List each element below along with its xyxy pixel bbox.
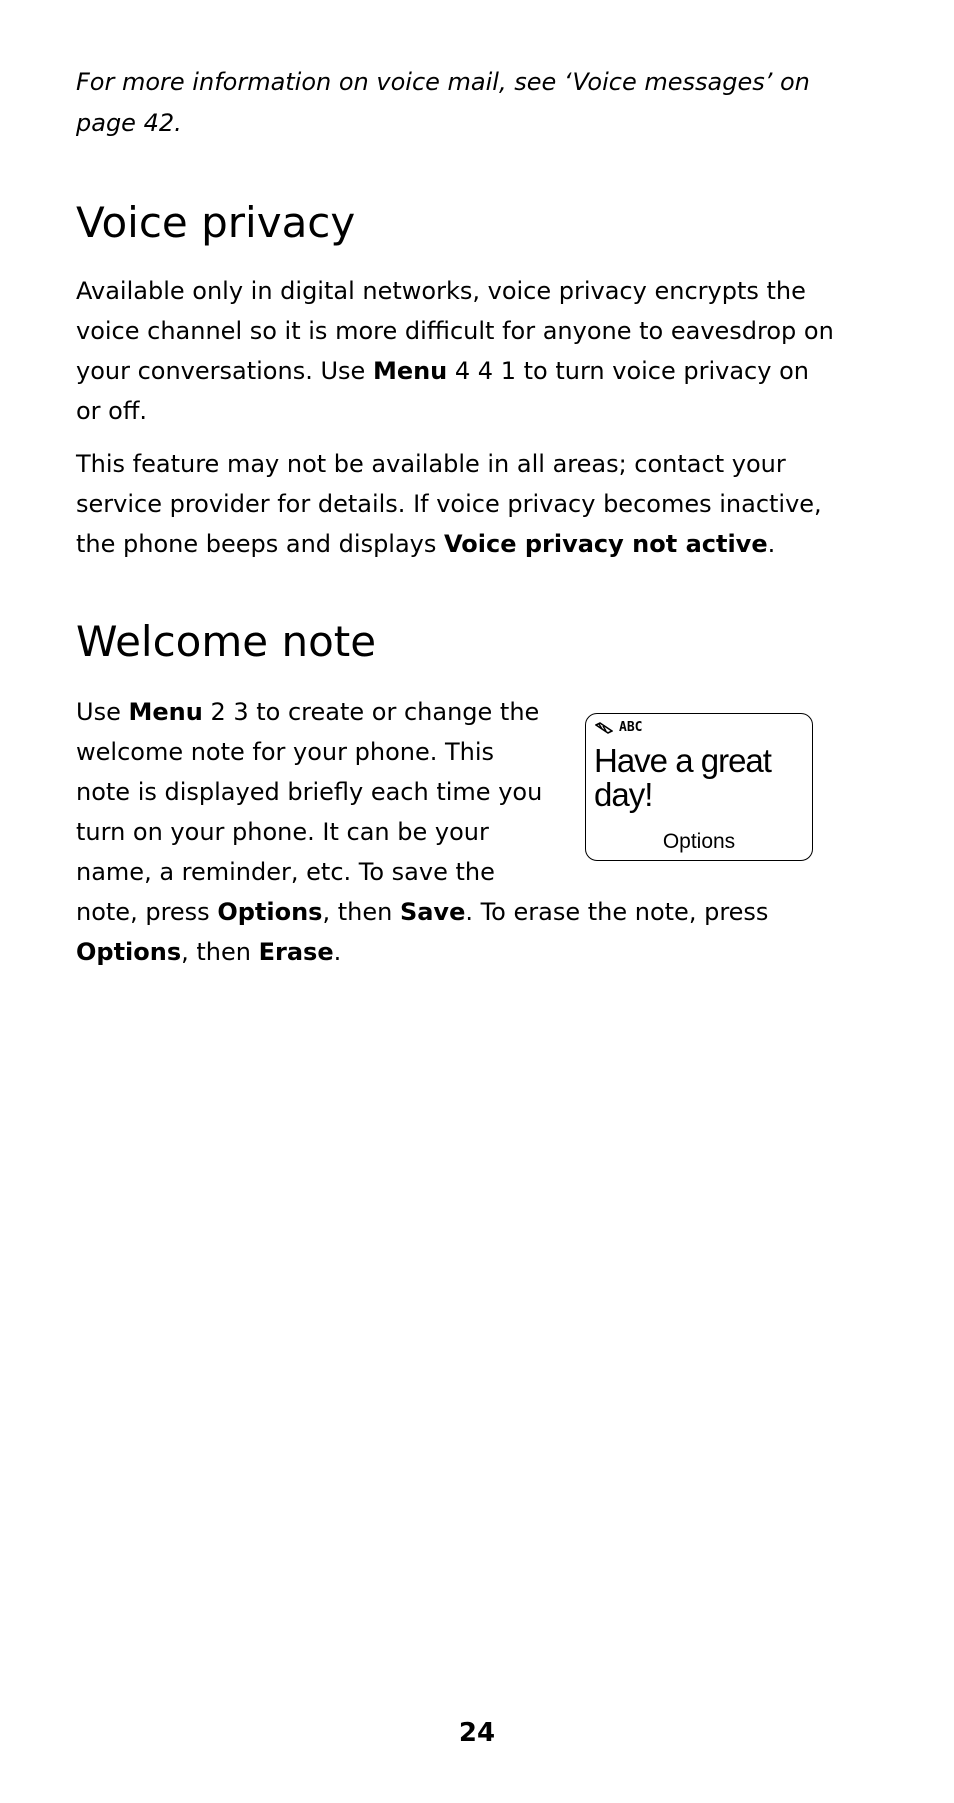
welcome-line-1: Use Menu 2 3 to create or change the xyxy=(76,698,540,726)
voice-privacy-heading: Voice privacy xyxy=(76,198,356,247)
welcome-note-text: Have a great day! xyxy=(594,742,771,813)
welcome-line-6: note, press Options, then Save. To erase the note, press xyxy=(76,898,769,926)
welcome-note-heading: Welcome note xyxy=(76,617,377,666)
welcome-line-7: Options, then Erase. xyxy=(76,938,342,966)
voice-privacy-paragraph-1: Available only in digital networks, voice privacy encrypts the voice channel so it is more difficult for anyone to eavesdrop on your conversations. Use Menu 4 4 1 to turn voice privacy on or off. xyxy=(76,277,834,425)
pencil-icon xyxy=(595,722,613,734)
voice-privacy-paragraph-2: This feature may not be available in all areas; contact your service provider for details. If voice privacy becomes inactive, the phone beeps and displays Voice privacy not active. xyxy=(76,450,822,558)
welcome-line-5: name, a reminder, etc. To save the xyxy=(76,858,495,886)
welcome-line-2: welcome note for your phone. This xyxy=(76,738,495,766)
welcome-line-4: turn on your phone. It can be your xyxy=(76,818,489,846)
page-number: 24 xyxy=(458,1718,496,1748)
phone-screen-illustration xyxy=(585,713,813,861)
voice-mail-reference: For more information on voice mail, see ‘Voice messages’ on page 42. xyxy=(76,68,810,137)
text-mode-indicator: ABC xyxy=(619,720,643,735)
welcome-line-3: note is displayed briefly each time you xyxy=(76,778,543,806)
options-softkey[interactable]: Options xyxy=(662,830,736,853)
phone-status-bar xyxy=(595,720,642,735)
